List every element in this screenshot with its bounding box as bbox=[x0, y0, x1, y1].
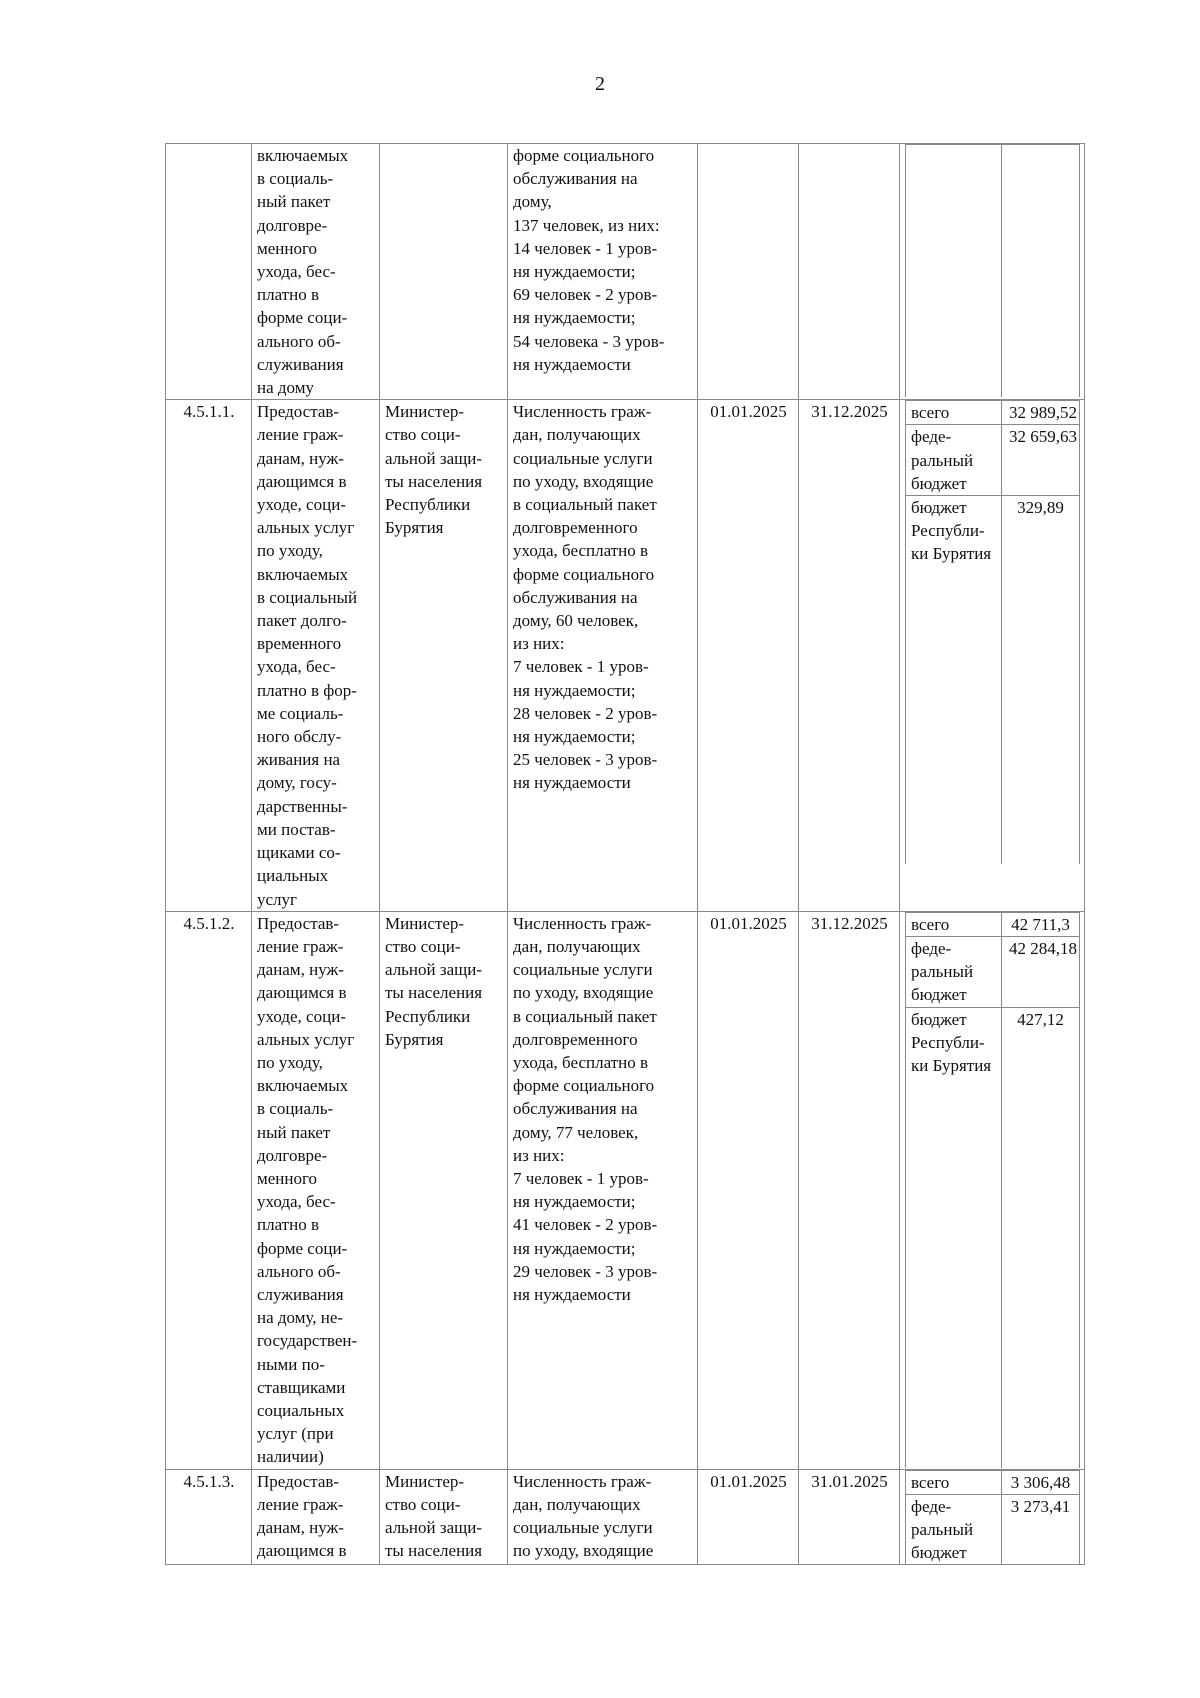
finance-source: феде- ральный бюджет bbox=[906, 425, 1002, 496]
row-executor: Министер- ство соци- альной защи- ты населения Республики Бурятия bbox=[380, 400, 508, 911]
row-executor: Министер- ство соци- альной защи- ты населения Республики Бурятия bbox=[380, 911, 508, 1469]
finance-source: всего bbox=[906, 401, 1002, 425]
row-start-date bbox=[698, 144, 799, 400]
row-indicator: Численность граж- дан, получающих социальные услуги по уходу, входящие в социальный пакет долговременного ухода, бесплатно в форме социального обслуживания на дому, 77 человек, из них: 7 человек - 1 уров- ня нуждаемости; 41 человек - 2 уров- ня нуждаемости; 29 человек - 3 уров- ня нуждаемости bbox=[508, 911, 698, 1469]
finance-amount: 3 273,41 bbox=[1002, 1494, 1080, 1564]
row-code: 4.5.1.3. bbox=[166, 1469, 252, 1565]
row-activity: включаемых в социаль- ный пакет долговре- менного ухода, бес- платно в форме соци- ального об- служивания на дому bbox=[252, 144, 380, 400]
finance-source: всего bbox=[906, 912, 1002, 936]
table-row bbox=[166, 144, 1085, 400]
row-activity: Предостав- ление граж- данам, нуж- дающимся в уходе, соци- альных услуг по уходу, включаемых в социаль- ный пакет долговре- менного ухода, бес- платно в форме соци- ального об- служивания на дому, не- государствен- ными по- ставщиками социальных услуг (при наличии) bbox=[252, 911, 380, 1469]
finance-amount: 42 284,18 bbox=[1002, 936, 1080, 1007]
row-finance bbox=[900, 911, 1085, 1469]
row-end-date: 31.12.2025 bbox=[799, 400, 900, 911]
finance-amount: 42 711,3 bbox=[1002, 912, 1080, 936]
page-number: 2 bbox=[595, 73, 605, 95]
finance-source: всего bbox=[906, 1470, 1002, 1494]
row-executor: Министер- ство соци- альной защи- ты населения bbox=[380, 1469, 508, 1565]
finance-source: бюджет Республи- ки Бурятия bbox=[906, 1007, 1002, 1468]
row-finance bbox=[900, 1469, 1085, 1565]
finance-source: феде- ральный бюджет bbox=[906, 936, 1002, 1007]
row-end-date: 31.01.2025 bbox=[799, 1469, 900, 1565]
finance-amount: 3 306,48 bbox=[1002, 1470, 1080, 1494]
row-executor bbox=[380, 144, 508, 400]
row-indicator: Численность граж- дан, получающих социальные услуги по уходу, входящие в социальный пакет долговременного ухода, бесплатно в форме социального обслуживания на дому, 60 человек, из них: 7 человек - 1 уров- ня нуждаемости; 28 человек - 2 уров- ня нуждаемости; 25 человек - 3 уров- ня нуждаемости bbox=[508, 400, 698, 911]
row-end-date bbox=[799, 144, 900, 400]
row-finance bbox=[900, 400, 1085, 911]
row-indicator: форме социального обслуживания на дому, 137 человек, из них: 14 человек - 1 уров- ня нуждаемости; 69 человек - 2 уров- ня нуждаемости; 54 человека - 3 уров- ня нуждаемости bbox=[508, 144, 698, 400]
table-row bbox=[166, 1469, 1085, 1565]
row-code: 4.5.1.2. bbox=[166, 911, 252, 1469]
finance-amount: 427,12 bbox=[1002, 1007, 1080, 1468]
table-row bbox=[166, 400, 1085, 911]
row-code: 4.5.1.1. bbox=[166, 400, 252, 911]
row-activity: Предостав- ление граж- данам, нуж- дающимся в bbox=[252, 1469, 380, 1565]
finance-amount: 329,89 bbox=[1002, 496, 1080, 865]
finance-source: бюджет Республи- ки Бурятия bbox=[906, 496, 1002, 865]
row-start-date: 01.01.2025 bbox=[698, 1469, 799, 1565]
row-activity: Предостав- ление граж- данам, нуж- дающимся в уходе, соци- альных услуг по уходу, включаемых в социальный пакет долго- временного ухода, бес- платно в фор- ме социаль- ного обслу- живания на дому, госу- дарственны- ми постав- щиками со- циальных услуг bbox=[252, 400, 380, 911]
finance-amount: 32 659,63 bbox=[1002, 425, 1080, 496]
finance-source: феде- ральный бюджет bbox=[906, 1494, 1002, 1564]
table-row bbox=[166, 911, 1085, 1469]
row-code bbox=[166, 144, 252, 400]
row-start-date: 01.01.2025 bbox=[698, 911, 799, 1469]
row-finance bbox=[900, 144, 1085, 400]
finance-amount: 32 989,52 bbox=[1002, 401, 1080, 425]
row-start-date: 01.01.2025 bbox=[698, 400, 799, 911]
row-indicator: Численность граж- дан, получающих социальные услуги по уходу, входящие bbox=[508, 1469, 698, 1565]
row-end-date: 31.12.2025 bbox=[799, 911, 900, 1469]
activities-table bbox=[165, 143, 1085, 1565]
